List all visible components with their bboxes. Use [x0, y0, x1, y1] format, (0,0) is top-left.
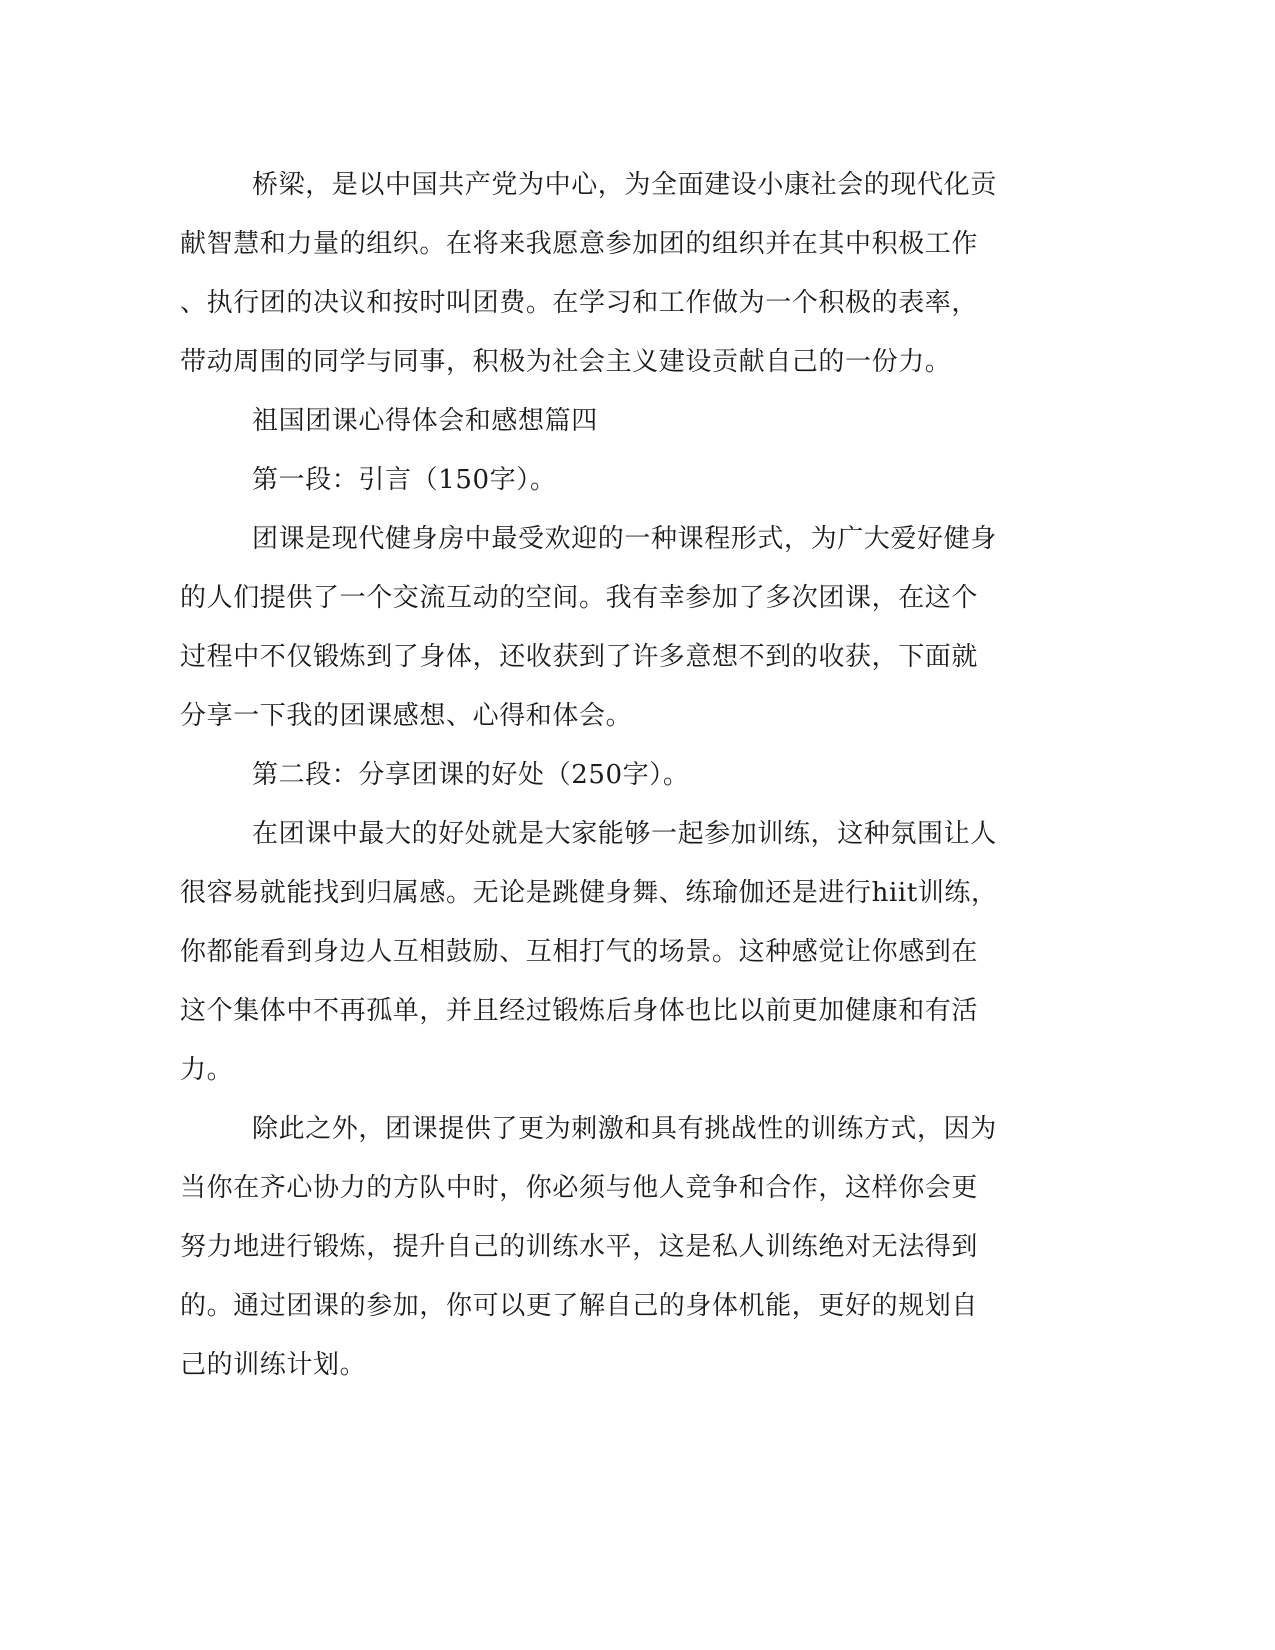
text-line: 、执行团的决议和按时叫团费。在学习和工作做为一个积极的表率， — [180, 288, 979, 318]
text-line: 的人们提供了一个交流互动的空间。我有幸参加了多次团课，在这个 — [180, 583, 979, 613]
text-line: 这个集体中不再孤单，并且经过锻炼后身体也比以前更加健康和有活 — [180, 996, 979, 1026]
text-line: 献智慧和力量的组织。在将来我愿意参加团的组织并在其中积极工作 — [180, 229, 979, 259]
text-line: 努力地进行锻炼，提升自己的训练水平，这是私人训练绝对无法得到 — [180, 1232, 979, 1262]
text-line: 的。通过团课的参加，你可以更了解自己的身体机能，更好的规划自 — [180, 1291, 979, 1321]
paragraph-heading: 第一段：引言（150字）。 — [252, 465, 557, 495]
text-line: 团课是现代健身房中最受欢迎的一种课程形式，为广大爱好健身 — [252, 524, 997, 554]
text-line: 带动周围的同学与同事，积极为社会主义建设贡献自己的一份力。 — [180, 347, 952, 377]
text-line: 在团课中最大的好处就是大家能够一起参加训练，这种氛围让人 — [252, 819, 997, 849]
text-line: 当你在齐心协力的方队中时，你必须与他人竞争和合作，这样你会更 — [180, 1173, 979, 1203]
text-line: 己的训练计划。 — [180, 1350, 367, 1380]
text-line: 分享一下我的团课感想、心得和体会。 — [180, 701, 633, 731]
text-line: 除此之外，团课提供了更为刺激和具有挑战性的训练方式，因为 — [252, 1114, 997, 1144]
text-line: 很容易就能找到归属感。无论是跳健身舞、练瑜伽还是进行hiit训练， — [180, 878, 998, 908]
text-line: 过程中不仅锻炼到了身体，还收获到了许多意想不到的收获，下面就 — [180, 642, 979, 672]
section-heading: 祖国团课心得体会和感想篇四 — [252, 406, 598, 436]
paragraph-heading: 第二段：分享团课的好处（250字）。 — [252, 760, 690, 790]
text-line: 力。 — [180, 1055, 234, 1085]
text-line: 你都能看到身边人互相鼓励、互相打气的场景。这种感觉让你感到在 — [180, 937, 979, 967]
text-line: 桥梁，是以中国共产党为中心，为全面建设小康社会的现代化贡 — [252, 170, 997, 200]
document-body — [180, 156, 1040, 1395]
